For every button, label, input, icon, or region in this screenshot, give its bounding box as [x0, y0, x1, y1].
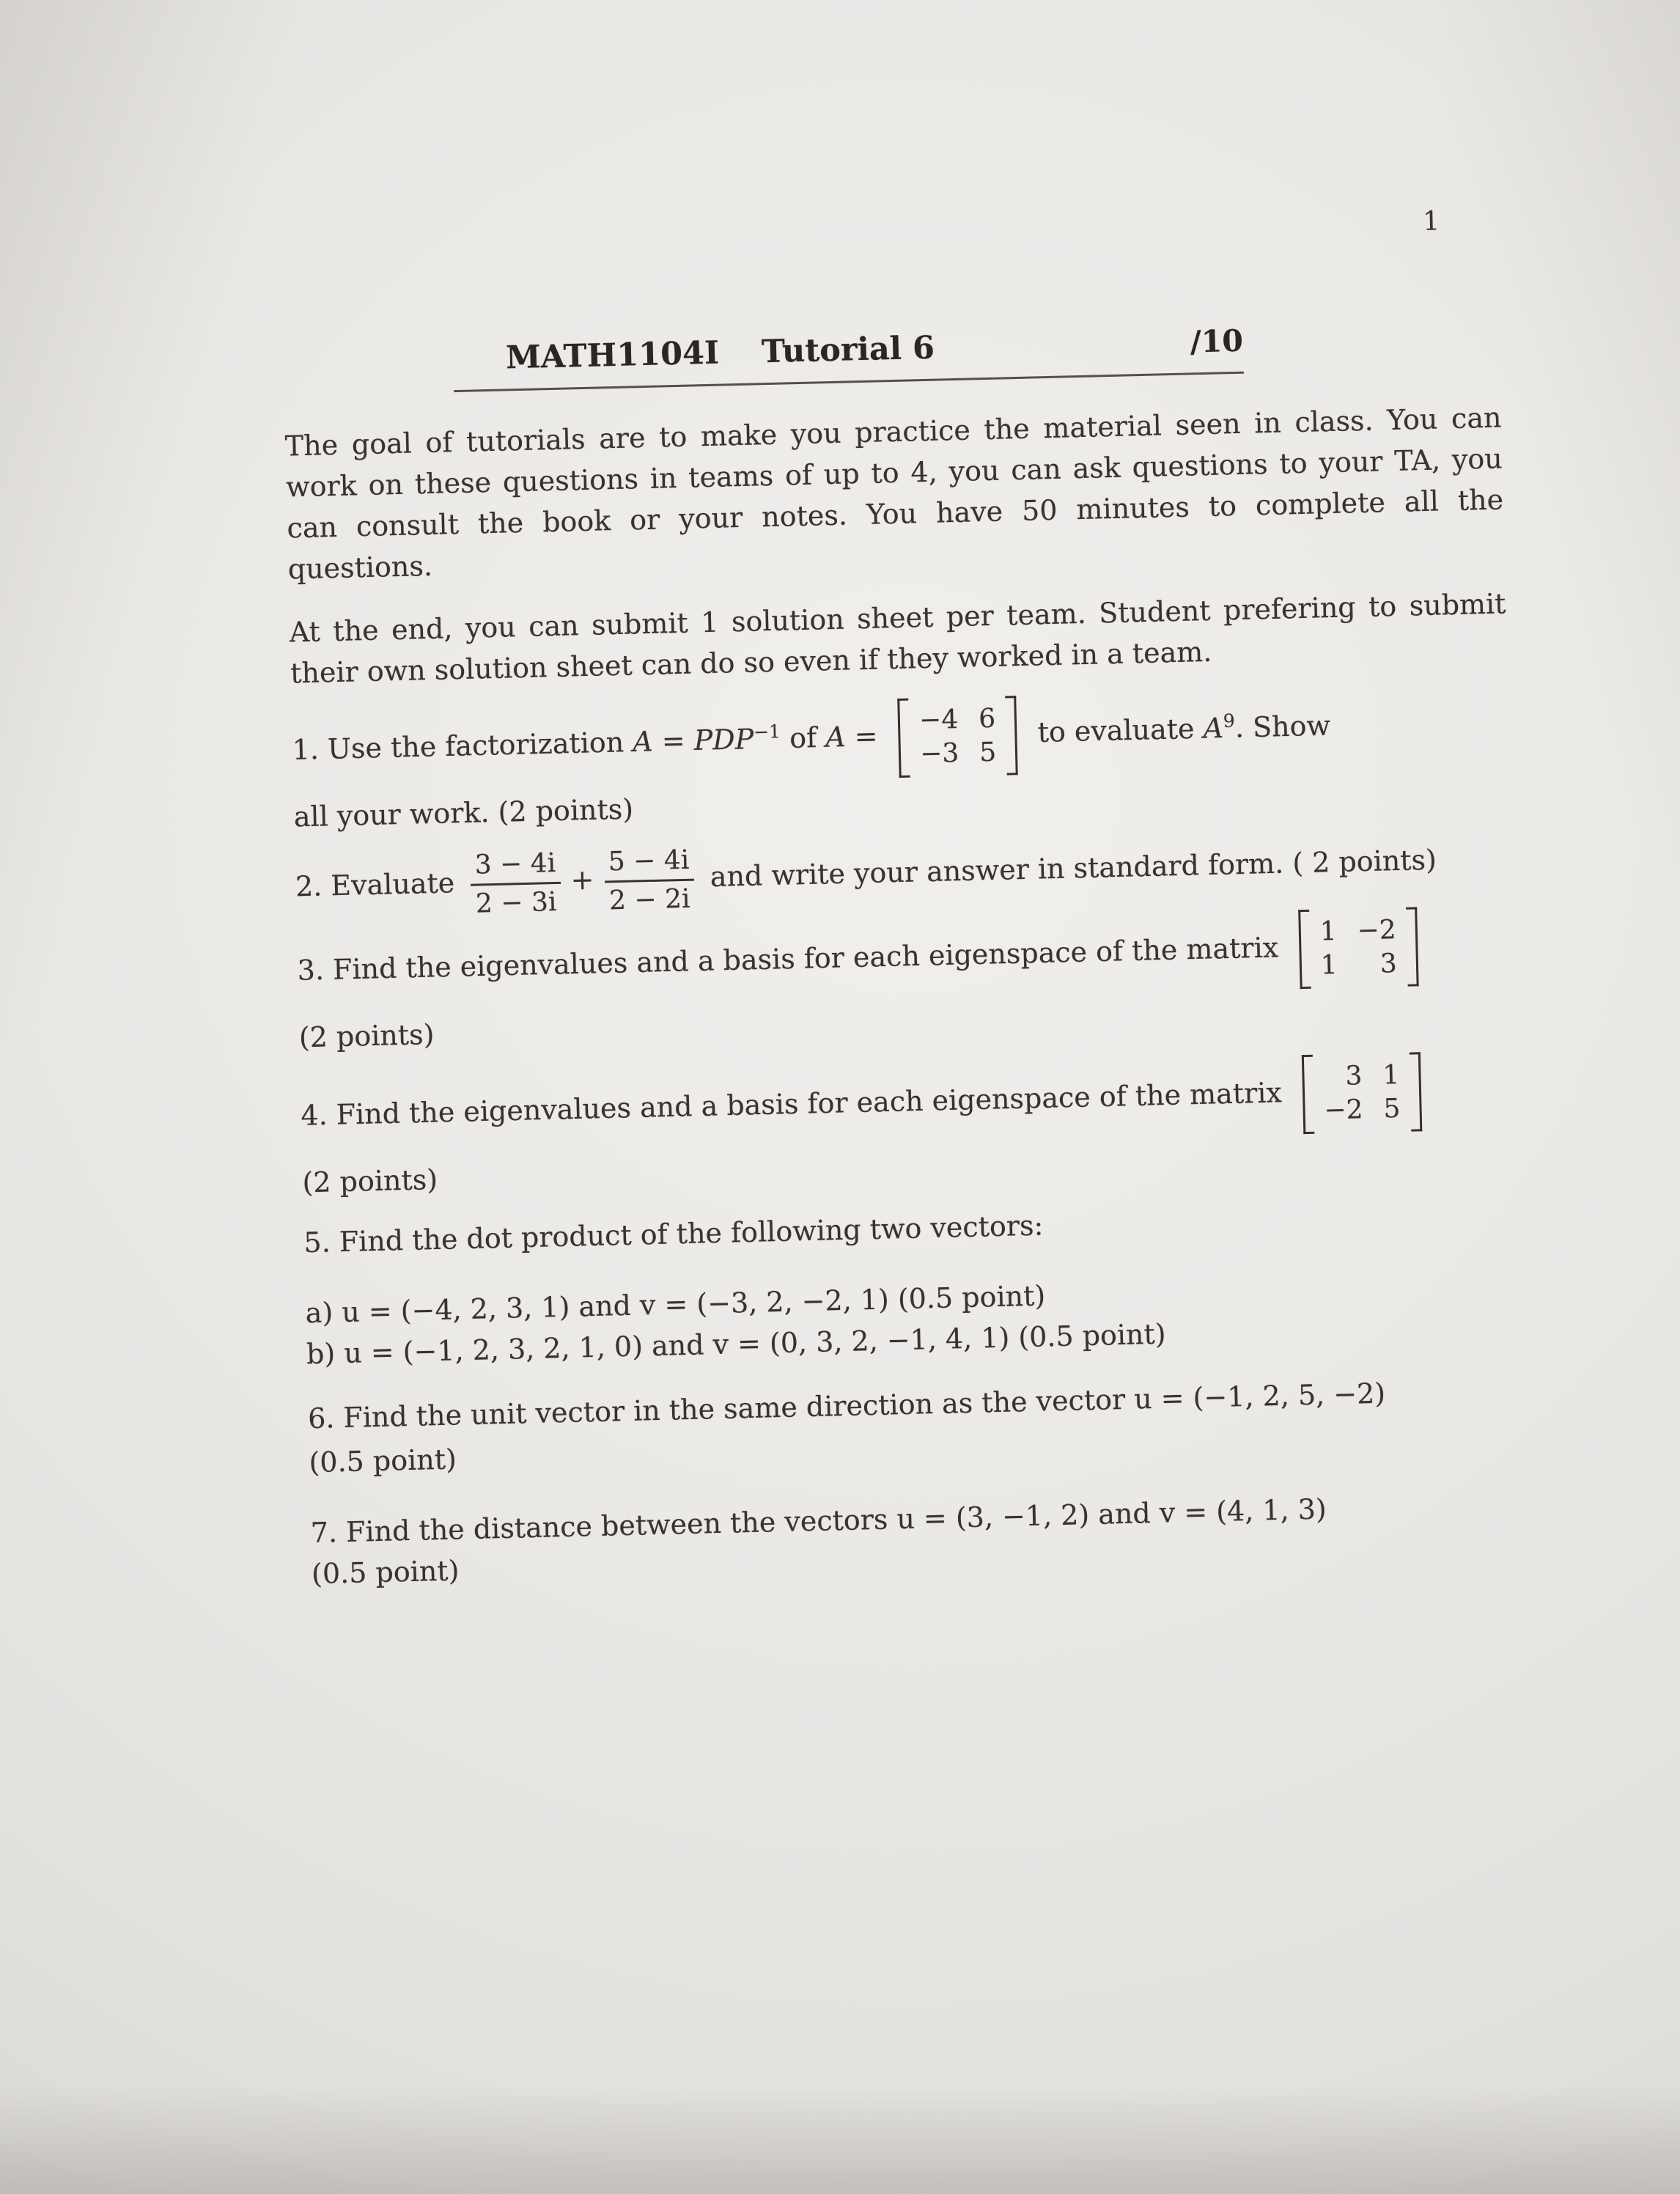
intro-paragraph-1: The goal of tutorials are to make you practice the material seen in class. You can work on these questions in teams of up to 4, you can ask questions to your TA, you can consult the book or your notes. You have 50 minutes to complete all the questions.: [284, 401, 1504, 586]
q4-text: 4. Find the eigenvalues and a basis for each eigenspace of the matrix: [300, 1075, 1292, 1132]
q1-math-a-power: A: [1203, 712, 1224, 745]
matrix-cell: 1: [1319, 916, 1338, 947]
fraction-numerator: 5 − 4i: [603, 844, 694, 883]
q2-text-2: and write your answer in standard form. ( 2 points): [701, 843, 1437, 894]
question-4-points: (2 points): [302, 1163, 438, 1199]
course-code: MATH1104I: [505, 334, 720, 377]
q4-matrix-body: [1313, 1053, 1411, 1134]
matrix-right-bracket-icon: [1005, 696, 1018, 775]
question-6-points: (0.5 point): [309, 1443, 457, 1479]
q2-fraction-2: [603, 844, 695, 918]
q1-text-1: 1. Use the factorization: [292, 726, 633, 766]
matrix-cell: 5: [979, 737, 997, 768]
page-number: 1: [1422, 206, 1440, 237]
intro-paragraph-2: At the end, you can submit 1 solution sheet per team. Student prefering to submit their own solution sheet can do so even if they worked in a team.: [289, 587, 1506, 690]
fraction-denominator: 2 − 3i: [475, 887, 557, 919]
question-7-points: (0.5 point): [311, 1554, 460, 1591]
q1-text-4: . Show: [1234, 709, 1331, 744]
matrix-cell: 1: [1382, 1059, 1400, 1091]
question-3-points: (2 points): [298, 1018, 435, 1054]
q1-text-2: of: [780, 721, 826, 755]
matrix-cell: 5: [1383, 1093, 1401, 1124]
document-page: [275, 0, 1528, 1594]
matrix-cell: 3: [1379, 949, 1398, 979]
matrix-right-bracket-icon: [1406, 907, 1419, 986]
matrix-cell: −4: [918, 704, 959, 736]
plus-operator: +: [570, 863, 594, 897]
q1-math-a-equals: A =: [825, 719, 888, 754]
q3-text: 3. Find the eigenvalues and a basis for each eigenspace of the matrix: [297, 931, 1288, 987]
q3-matrix: [1298, 907, 1418, 989]
matrix-right-bracket-icon: [1410, 1052, 1423, 1131]
question-1-line-2: all your work. (2 points): [293, 792, 634, 833]
q1-exponent-9: 9: [1223, 710, 1236, 732]
matrix-cell: −2: [1357, 915, 1397, 946]
fraction-denominator: 2 − 2i: [608, 883, 690, 916]
matrix-cell: 3: [1345, 1061, 1363, 1092]
question-6-line-1: 6. Find the unit vector in the same direction as the vector u = (−1, 2, 5, −2): [307, 1377, 1386, 1435]
q2-text-1: 2. Evaluate: [295, 866, 464, 903]
question-7-line-1: 7. Find the distance between the vectors u = (3, −1, 2) and v = (4, 1, 3): [310, 1492, 1327, 1550]
fraction-numerator: 3 − 4i: [470, 847, 561, 886]
matrix-cell: −2: [1323, 1094, 1363, 1126]
score-blank: /10: [1190, 323, 1244, 360]
q4-matrix: [1302, 1052, 1422, 1134]
question-5-part-a: a) u = (−4, 2, 3, 1) and v = (−3, 2, −2, 1) (0.5 point): [305, 1279, 1046, 1330]
question-5-heading: 5. Find the dot product of the following two vectors:: [303, 1209, 1044, 1259]
document-header: [452, 320, 1243, 392]
q1-math-factorization: A = PDP: [632, 723, 754, 759]
doc-title: Tutorial 6: [761, 329, 935, 371]
q3-matrix-body: [1309, 908, 1407, 989]
q1-matrix: [897, 696, 1017, 778]
matrix-cell: 6: [978, 703, 996, 735]
matrix-cell: 1: [1320, 949, 1338, 981]
matrix-cell: −3: [919, 738, 959, 770]
question-5-part-b: b) u = (−1, 2, 3, 2, 1, 0) and v = (0, 3, 2, −1, 4, 1) (0.5 point): [306, 1317, 1167, 1371]
q1-exponent-inverse: −1: [753, 721, 781, 743]
q1-text-3: to evaluate: [1028, 712, 1204, 749]
q2-fraction-1: [470, 847, 561, 921]
q1-matrix-body: [908, 696, 1006, 778]
